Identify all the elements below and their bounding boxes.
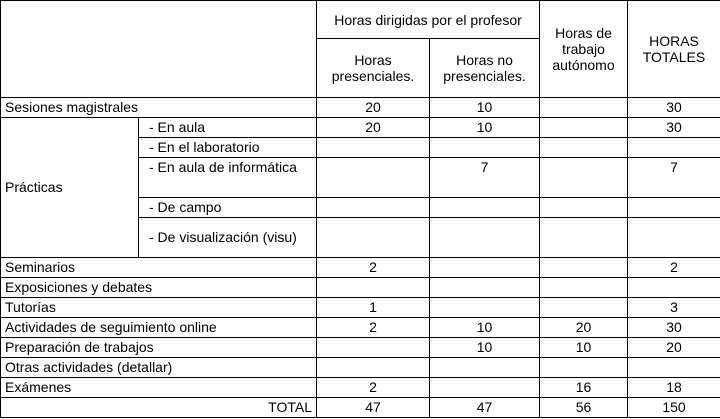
table-row	[1, 98, 720, 118]
cell-no-presenciales	[430, 378, 540, 398]
cell-autonomo: 20	[540, 318, 628, 338]
row-label: - De visualización (visu)	[139, 218, 317, 258]
cell-autonomo	[540, 118, 628, 138]
table-row	[1, 278, 720, 298]
header-no-presenciales: Horas no presenciales.	[430, 39, 540, 98]
cell-presenciales: 2	[317, 318, 430, 338]
practicas-label: Prácticas	[1, 118, 139, 258]
total-row	[1, 398, 720, 418]
cell-total	[628, 198, 720, 218]
header-blank-cell	[1, 1, 317, 98]
cell-total: 18	[628, 378, 720, 398]
header-presenciales: Horas presenciales.	[317, 39, 430, 98]
header-autonomo: Horas de trabajo autónomo	[540, 1, 628, 98]
cell-no-presenciales: 10	[430, 338, 540, 358]
cell-autonomo: 56	[540, 398, 628, 418]
header-totales: HORAS TOTALES	[628, 1, 720, 98]
cell-autonomo	[540, 138, 628, 158]
cell-no-presenciales: 47	[430, 398, 540, 418]
cell-presenciales: 20	[317, 98, 430, 118]
cell-total	[628, 138, 720, 158]
cell-no-presenciales	[430, 138, 540, 158]
row-label: Seminarios	[1, 258, 317, 278]
cell-presenciales	[317, 158, 430, 198]
cell-total	[628, 278, 720, 298]
cell-autonomo	[540, 298, 628, 318]
cell-total: 2	[628, 258, 720, 278]
cell-no-presenciales	[430, 198, 540, 218]
cell-no-presenciales: 10	[430, 318, 540, 338]
cell-total	[628, 358, 720, 378]
cell-autonomo	[540, 98, 628, 118]
cell-autonomo	[540, 358, 628, 378]
cell-total: 3	[628, 298, 720, 318]
cell-presenciales: 1	[317, 298, 430, 318]
cell-no-presenciales: 7	[430, 158, 540, 198]
row-label: Exámenes	[1, 378, 317, 398]
cell-autonomo	[540, 278, 628, 298]
row-label: Tutorías	[1, 298, 317, 318]
cell-presenciales	[317, 338, 430, 358]
cell-presenciales	[317, 198, 430, 218]
cell-autonomo	[540, 198, 628, 218]
cell-no-presenciales	[430, 298, 540, 318]
cell-total: 30	[628, 98, 720, 118]
header-dirigidas: Horas dirigidas por el profesor	[317, 1, 540, 39]
row-label: - En el laboratorio	[139, 138, 317, 158]
cell-total: 150	[628, 398, 720, 418]
cell-no-presenciales	[430, 278, 540, 298]
cell-no-presenciales: 10	[430, 98, 540, 118]
table-row	[1, 338, 720, 358]
cell-total: 30	[628, 318, 720, 338]
cell-presenciales	[317, 278, 430, 298]
row-label: Actividades de seguimiento online	[1, 318, 317, 338]
cell-total: 20	[628, 338, 720, 358]
row-label: Preparación de trabajos	[1, 338, 317, 358]
row-label: - De campo	[139, 198, 317, 218]
cell-autonomo	[540, 258, 628, 278]
cell-presenciales	[317, 138, 430, 158]
cell-presenciales: 2	[317, 258, 430, 278]
cell-total: 30	[628, 118, 720, 138]
cell-no-presenciales	[430, 258, 540, 278]
cell-autonomo: 16	[540, 378, 628, 398]
cell-presenciales: 20	[317, 118, 430, 138]
row-label: - En aula	[139, 118, 317, 138]
table-row	[1, 378, 720, 398]
row-label: Exposiciones y debates	[1, 278, 317, 298]
cell-presenciales: 47	[317, 398, 430, 418]
table-row	[1, 258, 720, 278]
table-row	[1, 118, 720, 138]
cell-total	[628, 218, 720, 258]
cell-total: 7	[628, 158, 720, 198]
cell-presenciales	[317, 358, 430, 378]
row-label: - En aula de informática	[139, 158, 317, 198]
cell-autonomo	[540, 218, 628, 258]
cell-autonomo: 10	[540, 338, 628, 358]
cell-presenciales	[317, 218, 430, 258]
cell-autonomo	[540, 158, 628, 198]
table-row	[1, 298, 720, 318]
header-row-1	[1, 1, 720, 39]
total-label: TOTAL	[1, 398, 317, 418]
row-label: Sesiones magistrales	[1, 98, 317, 118]
table-row	[1, 318, 720, 338]
cell-no-presenciales	[430, 218, 540, 258]
table-row	[1, 358, 720, 378]
row-label: Otras actividades (detallar)	[1, 358, 317, 378]
cell-no-presenciales: 10	[430, 118, 540, 138]
cell-presenciales: 2	[317, 378, 430, 398]
cell-no-presenciales	[430, 358, 540, 378]
